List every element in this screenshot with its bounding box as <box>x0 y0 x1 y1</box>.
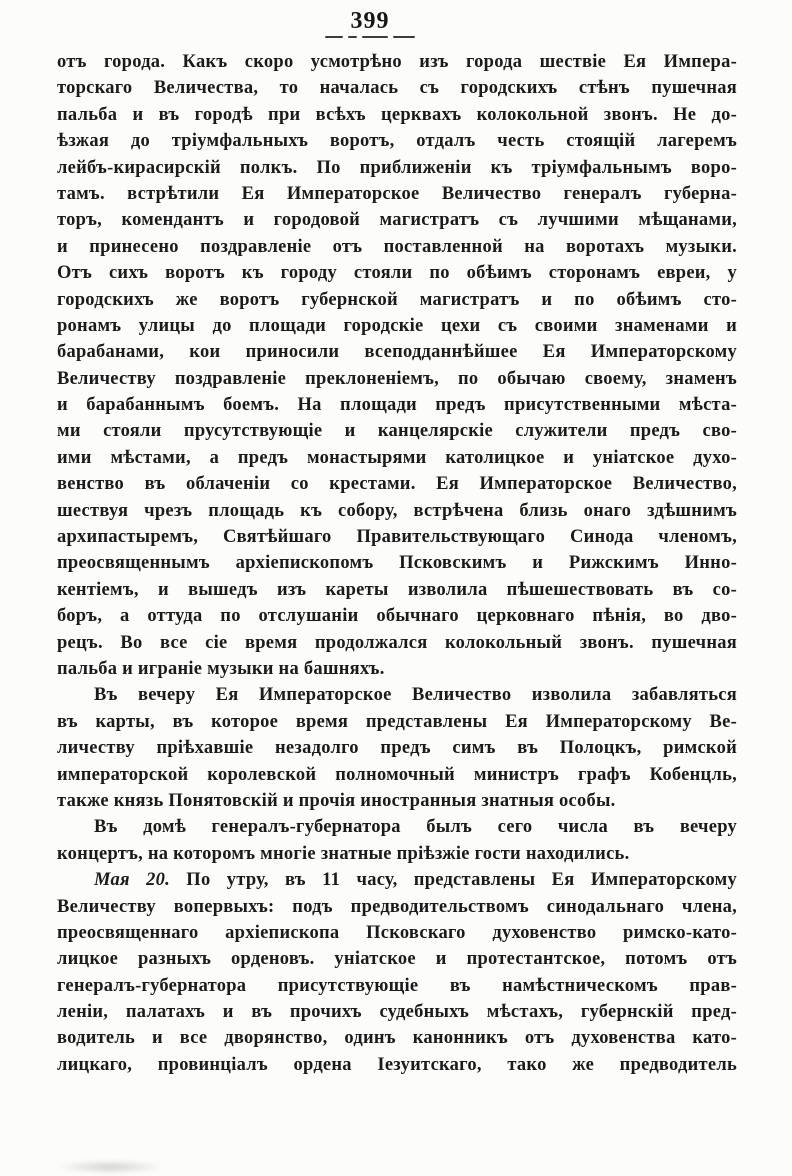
text-line: городскихъ же воротъ губернской магистратъ и по обѣимъ сто- <box>57 289 737 310</box>
text-line: Въ домѣ генералъ-губернатора былъ сего числа въ вечеру <box>94 817 737 838</box>
text-line: ронамъ улицы до площади городскіе цехи съ своими знаменами и <box>57 315 737 336</box>
text-line: ѣзжая до тріумфальныхъ воротъ, отдалъ честь стоящій лагеремъ <box>57 131 737 152</box>
page-header <box>0 8 740 38</box>
paragraph-3 <box>57 814 737 867</box>
text-line: въ карты, въ которое время представлены Ея Императорскому Ве- <box>57 711 737 732</box>
text-line: ми стояли прусутствующіе и канцелярскіе служители предъ сво- <box>57 421 737 442</box>
text-line: императорской королевской полномочный министръ графъ Кобенцль, <box>57 764 737 785</box>
date-lead: Мая 20. <box>94 870 170 891</box>
text-line: и барабаннымъ боемъ. На площади предъ присутственными мѣста- <box>57 395 737 416</box>
text-line: кентіемъ, и вышедъ изъ кареты изволила пѣшешествовать въ со- <box>57 579 737 600</box>
text-line: преосвященнаго архіепископа Псковскаго духовенство римско-като- <box>57 922 737 943</box>
text-line: Величеству поздравленіе преклоненіемъ, по обычаю своему, знаменъ <box>57 368 737 389</box>
text-line: рецъ. Во все сіе время продолжался колокольный звонъ. пушечная <box>57 632 737 653</box>
rule-segment <box>362 36 388 38</box>
text-line: боръ, а оттуда по отслушаніи обычнаго церковнаго пѣнія, во дво- <box>57 606 737 627</box>
text-line: личеству пріѣхавшіе незадолго предъ симъ въ Полоцкъ, римской <box>57 738 737 759</box>
rule-segment <box>348 36 357 38</box>
text-line: также князь Понятовскій и прочія иностранныя знатныя особы. <box>57 790 616 811</box>
text-line: отъ города. Какъ скоро усмотрѣно изъ города шествіе Ея Импера- <box>57 52 737 72</box>
text-line: барабанами, кои приносили всеподданнѣйшее Ея Императорскому <box>57 342 737 363</box>
scan-smudge <box>55 1160 165 1174</box>
rule-segment <box>393 36 415 38</box>
text-line: Отъ сихъ воротъ къ городу стояли по обѣимъ сторонамъ евреи, у <box>57 263 737 284</box>
rule-segment <box>325 36 343 38</box>
text-line: концертъ, на которомъ многіе знатные пріѣзжіе гости находились. <box>57 843 630 864</box>
text-line: архипастыремъ, Святѣйшаго Правительствующаго Синода членомъ, <box>57 527 737 548</box>
text-line: водитель и все дворянство, одинъ канонникъ отъ духовенства като- <box>57 1028 737 1049</box>
text-line: пальба и играніе музыки на башняхъ. <box>57 658 385 679</box>
page-number: 399 <box>350 8 390 34</box>
text-line: Мая 20. По утру, въ 11 часу, представлены Ея Императорскому <box>94 870 737 891</box>
text-line: тамъ. встрѣтили Ея Императорское Величество генералъ губерна- <box>57 183 737 204</box>
text-line: венство въ облаченіи со крестами. Ея Императорское Величество, <box>57 474 737 495</box>
text-line: пальба и въ городѣ при всѣхъ церквахъ колокольной звонъ. Не до- <box>57 104 737 125</box>
text-line: Величеству вопервыхъ: подъ предводительствомъ синодальнаго члена, <box>57 896 737 917</box>
text-line: преосвященнымъ архіепископомъ Псковскимъ и Рижскимъ Инно- <box>57 553 737 574</box>
text-line: торскаго Величества, то началась съ городскихъ стѣнъ пушечная <box>57 78 737 99</box>
text-line: леніи, палатахъ и въ прочихъ судебныхъ мѣстахъ, губернскій пред- <box>57 1002 737 1023</box>
paragraph-4 <box>57 867 737 1078</box>
paragraph-2 <box>57 682 737 814</box>
text-line: ими мѣстами, а предъ монастырями католицкое и уніатское духо- <box>57 447 737 468</box>
paragraph-1 <box>57 49 737 682</box>
text-line: генералъ-губернатора присутствующіе въ намѣстническомъ прав- <box>57 975 737 996</box>
text-line: лицкаго, провинціалъ ордена Іезуитскаго, тако же предводитель <box>57 1054 737 1075</box>
text-line: лейбъ-кирасирскій полкъ. По приближеніи къ тріумфальнымъ воро- <box>57 157 737 178</box>
text-line: и принесено поздравленіе отъ поставленной на воротахъ музыки. <box>57 236 737 257</box>
header-rule <box>322 36 418 38</box>
body-text <box>57 49 737 1078</box>
text-line: шествуя чрезъ площадь къ собору, встрѣчена близь онаго здѣшнимъ <box>57 500 737 521</box>
text-line: торъ, комендантъ и городовой магистратъ съ лучшими мѣщанами, <box>57 210 737 231</box>
text-line: Въ вечеру Ея Императорское Величество изволила забавляться <box>94 685 737 706</box>
text-line: лицкое разныхъ орденовъ. уніатское и протестантское, потомъ отъ <box>57 949 737 970</box>
